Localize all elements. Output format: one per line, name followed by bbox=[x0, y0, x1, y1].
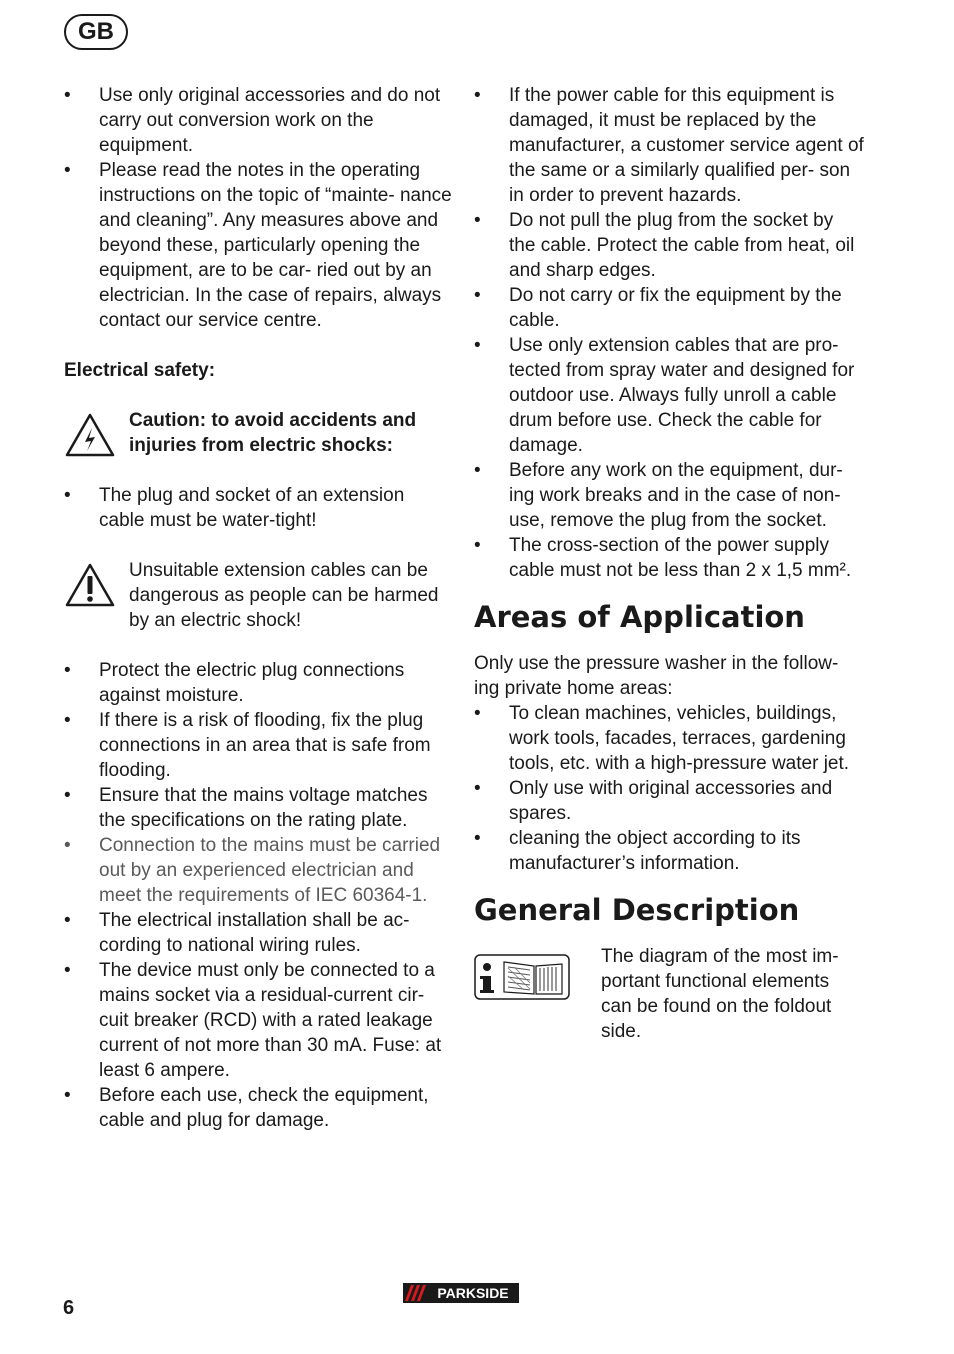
list-item: • The electrical installation shall be ac- cording to national wiring rules. bbox=[64, 910, 410, 956]
bullet-icon: • bbox=[64, 960, 71, 981]
areas-list bbox=[474, 701, 864, 876]
list-item: • Do not carry or fix the equipment by the cable. bbox=[474, 285, 842, 331]
page-number: 6 bbox=[63, 1297, 75, 1319]
list-item: • Please read the notes in the operating instructions on the topic of “mainte- nance and cleaning”. Any measures above and beyond these, particularly opening the equipment, are to be car- ried out by an electrician. In the case of repairs, always contact our service centre. bbox=[64, 160, 452, 331]
electric-shock-caution bbox=[64, 408, 452, 458]
list-item: • Protect the electric plug connections against moisture. bbox=[64, 660, 405, 706]
plug-list bbox=[64, 483, 452, 533]
list-item: • Connection to the mains must be carried out by an experienced electrician and meet the requirements of IEC 60364-1. bbox=[64, 835, 441, 906]
areas-intro: Only use the pressure washer in the follow- ing private home areas: bbox=[474, 653, 839, 699]
bullet-icon: • bbox=[64, 85, 71, 106]
bullet-icon: • bbox=[474, 535, 481, 556]
cable-list bbox=[474, 83, 864, 583]
electric-hazard-icon bbox=[64, 412, 116, 458]
bullet-icon: • bbox=[474, 285, 481, 306]
electrical-safety-heading: Electrical safety: bbox=[64, 360, 216, 381]
list-item: • Use only original accessories and do not carry out conversion work on the equipment. bbox=[64, 85, 441, 156]
bullet-icon: • bbox=[474, 460, 481, 481]
brand-name: PARKSIDE bbox=[437, 1285, 509, 1301]
language-badge: GB bbox=[64, 14, 128, 50]
list-item: • The device must only be connected to a mains socket via a residual-current cir- cuit breaker (RCD) with a rated leakage current of not more than 30 mA. Fuse: at least 6 ampere. bbox=[64, 960, 442, 1081]
bullet-icon: • bbox=[474, 703, 481, 724]
bullet-icon: • bbox=[474, 828, 481, 849]
list-item: • If the power cable for this equipment is damaged, it must be replaced by the manufacturer, a customer service agent of the same or a similarly qualified per- son in order to prevent hazards. bbox=[474, 85, 864, 206]
bullet-icon: • bbox=[64, 160, 71, 181]
parkside-logo-icon bbox=[403, 1283, 519, 1303]
list-item: • Do not pull the plug from the socket by the cable. Protect the cable from heat, oil and sharp edges. bbox=[474, 210, 855, 281]
list-item: • Only use with original accessories and spares. bbox=[474, 778, 833, 824]
bullet-icon: • bbox=[474, 778, 481, 799]
list-item: • The cross-section of the power supply cable must not be less than 2 x 1,5 mm². bbox=[474, 535, 852, 581]
warning-text: Unsuitable extension cables can be dangerous as people can be harmed by an electric shock! bbox=[129, 560, 439, 631]
list-item: • Ensure that the mains voltage matches the specifications on the rating plate. bbox=[64, 785, 428, 831]
list-item: • Use only extension cables that are pro- tected from spray water and designed for outdoor use. Always fully unroll a cable drum before use. Check the cable for damage. bbox=[474, 335, 855, 456]
intro-list bbox=[64, 83, 452, 333]
bullet-icon: • bbox=[474, 335, 481, 356]
areas-of-application-heading: Areas of Application bbox=[474, 600, 805, 634]
list-item: • Before any work on the equipment, dur- ing work breaks and in the case of non- use, remove the plug from the socket. bbox=[474, 460, 843, 531]
general-description-note bbox=[474, 944, 864, 1044]
general-description-text: The diagram of the most im- portant functional elements can be found on the foldout side. bbox=[601, 946, 839, 1042]
list-item: • cleaning the object according to its manufacturer’s information. bbox=[474, 828, 801, 874]
left-column bbox=[64, 83, 452, 1133]
bullet-icon: • bbox=[474, 210, 481, 231]
bullet-icon: • bbox=[64, 660, 71, 681]
bullet-icon: • bbox=[64, 835, 71, 856]
list-item: • Before each use, check the equipment, cable and plug for damage. bbox=[64, 1085, 429, 1131]
bullet-icon: • bbox=[64, 710, 71, 731]
electrical-list bbox=[64, 658, 452, 1133]
list-item: • If there is a risk of flooding, fix the plug connections in an area that is safe from flooding. bbox=[64, 710, 431, 781]
general-description-heading: General Description bbox=[474, 893, 800, 927]
warning-icon bbox=[64, 562, 116, 608]
bullet-icon: • bbox=[474, 85, 481, 106]
bullet-icon: • bbox=[64, 485, 71, 506]
bullet-icon: • bbox=[64, 910, 71, 931]
right-column bbox=[474, 83, 864, 1044]
extension-cable-warning bbox=[64, 558, 452, 633]
list-item: • To clean machines, vehicles, buildings, work tools, facades, terraces, gardening tools, etc. with a high-pressure water jet. bbox=[474, 703, 850, 774]
bullet-icon: • bbox=[64, 785, 71, 806]
info-manual-icon bbox=[474, 954, 570, 1000]
brand-logo bbox=[403, 1283, 519, 1303]
bullet-icon: • bbox=[64, 1085, 71, 1106]
list-item: • The plug and socket of an extension cable must be water-tight! bbox=[64, 485, 405, 531]
caution-text: Caution: to avoid accidents and injuries from electric shocks: bbox=[129, 410, 417, 456]
